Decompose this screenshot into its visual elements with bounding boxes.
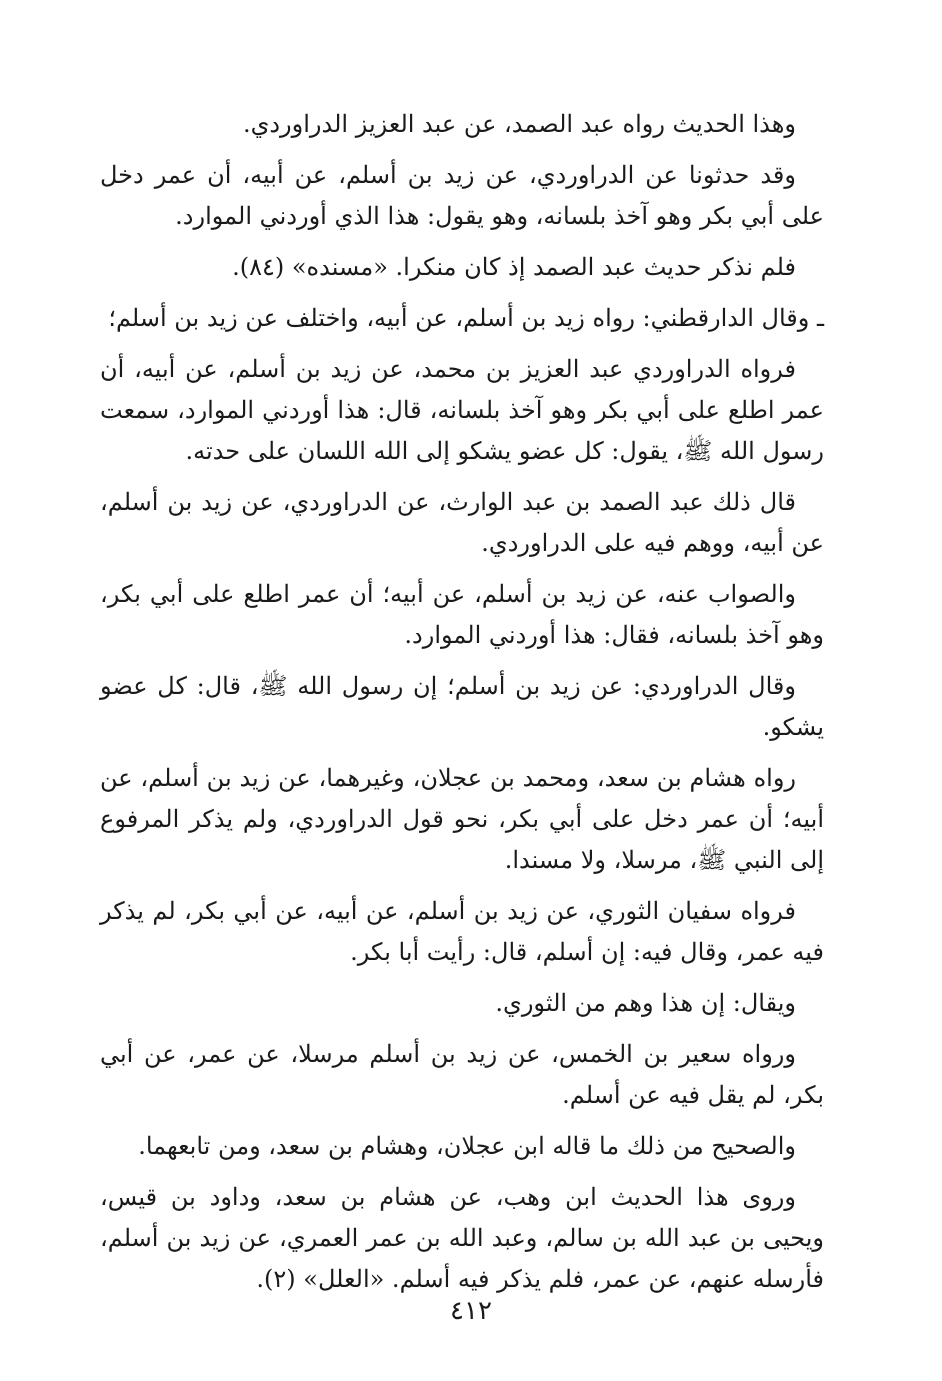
paragraph: وهذا الحديث رواه عبد الصمد، عن عبد العزيز الدراوردي. [242,110,796,138]
paragraph: وقال الدراوردي: عن زيد بن أسلم؛ إن رسول الله ﷺ، قال: كل عضو يشكو. [100,672,824,741]
paragraph: ـ وقال الدارقطني: رواه زيد بن أسلم، عن أبيه، واختلف عن زيد بن أسلم؛ [108,304,824,332]
paragraph: رواه هشام بن سعد، ومحمد بن عجلان، وغيرهما، عن زيد بن أسلم، عن أبيه؛ أن عمر دخل على أبي بكر، نحو قول الدراوردي، ولم يذكر المرفوع إلى النبي ﷺ، مرسلا، ولا مسندا. [100,764,824,874]
paragraph: وقد حدثونا عن الدراوردي، عن زيد بن أسلم، عن أبيه، أن عمر دخل على أبي بكر وهو آخذ بلسانه، وهو يقول: هذا الذي أوردني الموارد. [100,161,824,230]
page-number: ٤١٢ [450,1296,492,1326]
paragraph: ويقال: إن هذا وهم من الثوري. [495,989,796,1017]
paragraph: فرواه سفيان الثوري، عن زيد بن أسلم، عن أبيه، عن أبي بكر، لم يذكر فيه عمر، وقال فيه: إن أسلم، قال: رأيت أبا بكر. [100,897,824,966]
paragraph: فلم نذكر حديث عبد الصمد إذ كان منكرا. «مسنده» (٨٤). [232,253,796,281]
paragraph: فرواه الدراوردي عبد العزيز بن محمد، عن زيد بن أسلم، عن أبيه، أن عمر اطلع على أبي بكر وهو آخذ بلسانه، قال: هذا أوردني الموارد، سمعت رسول الله ﷺ، يقول: كل عضو يشكو إلى الله اللسان على حدته. [100,355,824,465]
paragraph: والصواب عنه، عن زيد بن أسلم، عن أبيه؛ أن عمر اطلع على أبي بكر، وهو آخذ بلسانه، فقال: هذا أوردني الموارد. [100,580,824,649]
paragraph: والصحيح من ذلك ما قاله ابن عجلان، وهشام بن سعد، ومن تابعهما. [138,1132,796,1160]
paragraph: قال ذلك عبد الصمد بن عبد الوارث، عن الدراوردي، عن زيد بن أسلم، عن أبيه، ووهم فيه على الدراوردي. [100,488,824,557]
paragraph: وروى هذا الحديث ابن وهب، عن هشام بن سعد، وداود بن قيس، ويحيى بن عبد الله بن سالم، وعبد الله بن عمر العمري، عن زيد بن أسلم، فأرسله عنهم، عن عمر، فلم يذكر فيه أسلم. «العلل» (٢). [100,1183,824,1293]
paragraph: ورواه سعير بن الخمس، عن زيد بن أسلم مرسلا، عن عمر، عن أبي بكر، لم يقل فيه عن أسلم. [100,1040,824,1109]
main-text [100,104,824,1310]
